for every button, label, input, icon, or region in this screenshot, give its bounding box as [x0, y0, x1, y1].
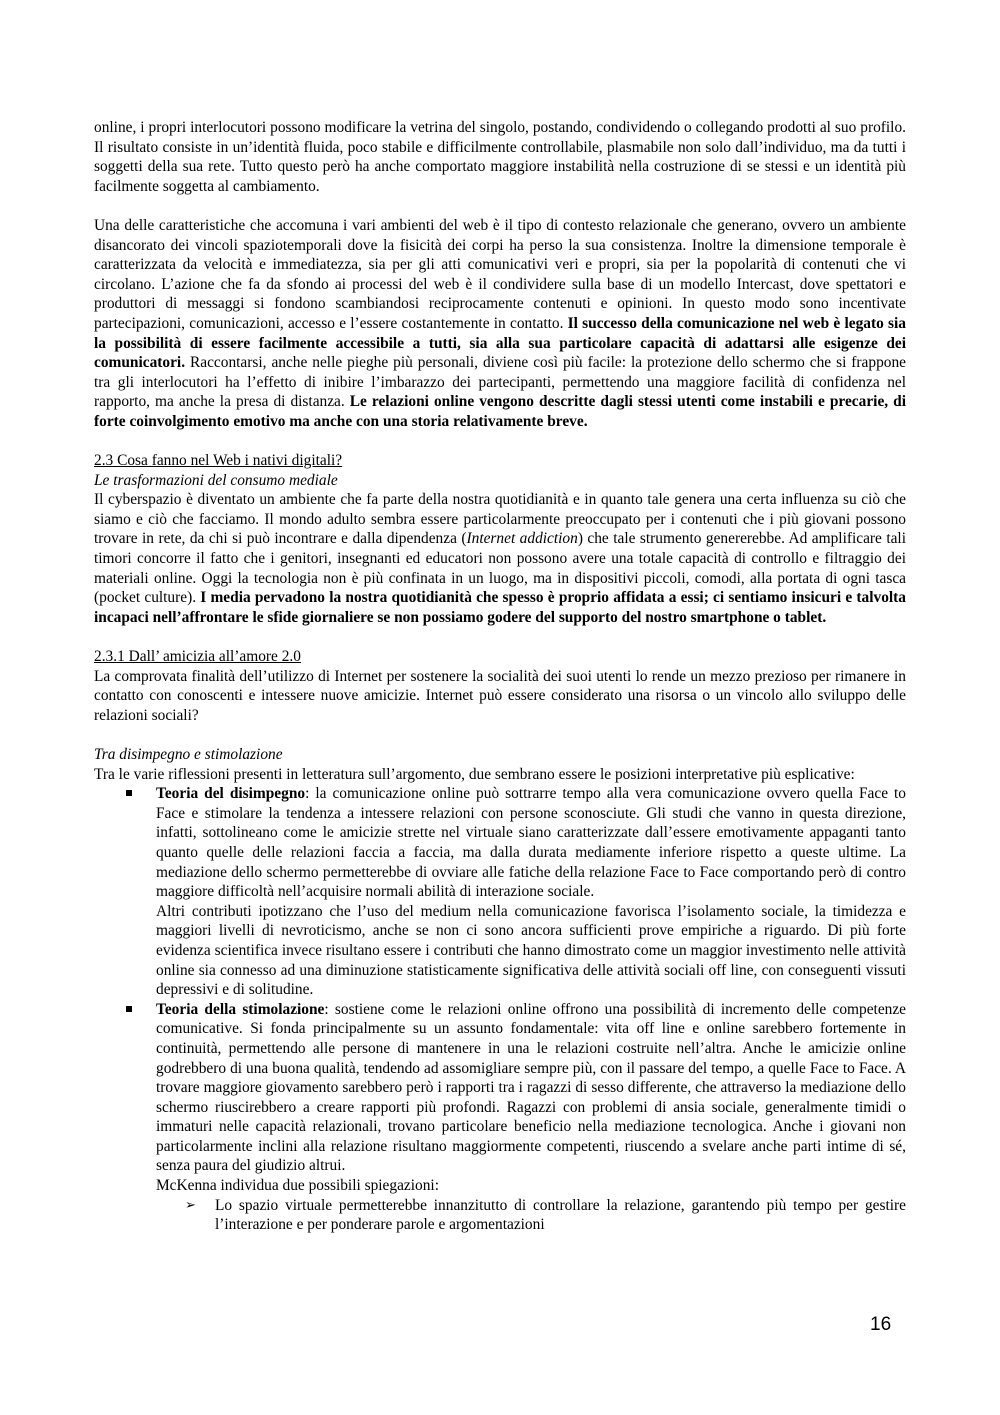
paragraph-text: Raccontarsi, anche nelle pieghe più personali, diviene così più facile: la protezione dello schermo che si frappone tra gli interlocutori ha l’effetto di inibire l’imbarazzo dei partecipanti, permettendo una maggiore facilità di confidenza nel rapporto, ma anche la presa di distanza. — [94, 354, 906, 411]
list-item-stimolazione — [156, 1000, 906, 1235]
bullet-text-continued: McKenna individua due possibili spiegazioni: — [156, 1177, 439, 1195]
bullet-text: : sostiene come le relazioni online offrono una possibilità di incremento delle competenze comunicative. Si fonda principalmente su un assunto fondamentale: vita off line e online sarebbero fortemente in continuità, permettendo alle persone di mantenere in una le relazioni costruite nell’altra. Anche le amicizie online godrebbero di una buona qualità, tendendo ad assomigliare sempre più, con il passare del tempo, a quelle Face to Face. A trovare maggiore giovamento sarebbero però i rapporti tra i ragazzi di sesso differente, che attraverso la mediazione dello schermo riuscirebbero a creare rapporti più profondi. Ragazzi con problemi di ansia sociale, generalmente timidi o immaturi nelle capacità relazionali, trovano particolare beneficio nella mediazione tecnologica. Anche i giovani non particolarmente inclini alla relazione risultano maggiormente competenti, riuscendo a svelare anche parti intime di sé, senza paura del giudizio altrui. — [156, 1000, 907, 1175]
section-subtitle-disimpegno: Tra disimpegno e stimolazione — [94, 746, 283, 763]
theory-list — [94, 784, 906, 1235]
paragraph-intro: Tra le varie riflessioni presenti in letteratura sull’argomento, due sembrano essere le posizioni interpretative più esplicative: — [94, 765, 855, 783]
list-item-disimpegno — [156, 784, 906, 1000]
bold-text: Le relazioni online vengono descritte dagli stessi utenti come instabili e precarie, di forte coinvolgimento emotivo ma anche con una storia relativamente breve. — [94, 393, 906, 430]
document-page — [94, 118, 906, 1235]
bold-text: Il successo della comunicazione nel web è legato sia la possibilità di essere facilmente accessibile a tutti, sia alla sua particolare capacità di adattarsi alle esigenze dei comunicatori. — [94, 314, 906, 372]
italic-term: Internet addiction — [466, 530, 578, 548]
paragraph-text: Il cyberspazio è diventato un ambiente che fa parte della nostra quotidianità e in quanto tale genera una certa influenza su ciò che siamo e ciò che facciamo. Il mondo adulto sembra essere particolarmente preoccupato per i contenuti che i più giovani possono trovare in rete, da chi si può incontrare e dalla dipendenza ( — [94, 491, 906, 548]
paragraph-cyberspace — [94, 490, 906, 627]
bullet-text: : la comunicazione online può sottrarre tempo alla vera comunicazione ovvero quella Face to Face e stimolare la tendenza a intessere relazioni con persone sconosciute. Gli studi che vanno in questa direzione, infatti, sottolineano come le amicizie strette nel virtuale siano caratterizzate dall’essere emotivamente appaganti tanto quanto quelle delle relazioni faccia a faccia, ma dalla durata mediamente inferiore rispetto a queste ultime. La mediazione dello schermo permetterebbe di ovviare alle fatiche della relazione Face to Face comportando però di contro maggiore difficoltà nell’acquisire normali abilità di interazione sociale. — [156, 785, 906, 901]
section-heading-2-3: 2.3 Cosa fanno nel Web i nativi digitali? — [94, 452, 343, 470]
bullet-title: Teoria del disimpegno — [156, 785, 306, 803]
paragraph-text: Una delle caratteristiche che accomuna i vari ambienti del web è il tipo di contesto relazionale che generano, ovvero un ambiente disancorato dei vincoli spaziotemporali dove la fisicità dei corpi ha perso la sua consistenza. Inoltre la dimensione temporale è caratterizzata da velocità e immediatezza, sia per gli atti comunicativi veri e propri, sia per la popolarità di contenuti che vi circolano. L’azione che fa da sfondo ai processi del web è il condividere sulla base di un modello Intercast, dove spettatori e produttori di messaggi si fondono scambiandosi reciprocamente contenuti e opinioni. In questo modo sono incentivate partecipazioni, comunicazioni, accesso e l’essere costantemente in contatto. — [94, 216, 906, 332]
paragraph-text: ) che tale strumento genererebbe. Ad amplificare tali timori concorre il fatto che i genitori, insegnanti ed educatori non possono avere una totale capacità di controllo e filtraggio dei materiali online. Oggi la tecnologia non è più confinata in un luogo, ma in dispositivi piccoli, comodi, alla portata di ogni tasca (pocket culture). — [94, 530, 906, 607]
page-number: 16 — [870, 1314, 892, 1335]
paragraph-friendship: La comprovata finalità dell’utilizzo di Internet per sostenere la socialità dei suoi utenti lo rende un mezzo prezioso per rimanere in contatto con conoscenti e intessere nuove amicizie. Internet può essere considerato una risorsa o un vincolo allo sviluppo delle relazioni sociali? — [94, 667, 906, 724]
list-item-explanation: ➢ Lo spazio virtuale permetterebbe innanzitutto di controllare la relazione, garantendo più tempo per gestire l’interazione e per ponderare parole e argomentazioni — [215, 1196, 906, 1235]
bullet-title: Teoria della stimolazione — [156, 1000, 325, 1018]
paragraph-web-relations — [94, 216, 906, 432]
explanation-list — [156, 1196, 906, 1235]
section-subtitle: Le trasformazioni del consumo mediale — [94, 471, 338, 489]
section-heading-2-3-1: 2.3.1 Dall’ amicizia all’amore 2.0 — [94, 648, 301, 666]
bullet-text-continued: Altri contributi ipotizzano che l’uso del medium nella comunicazione favorisca l’isolamento sociale, la timidezza e maggiori livelli di nevroticismo, anche se non ci sono ancora sufficienti prove empiriche a riguardo. Di più forte evidenza scientifica invece risultano essere i contributi che hanno dimostrato come un maggior investimento nelle attività online sia connesso ad una diminuzione statisticamente significativa delle attività sociali off line, con conseguenti vissuti depressivi e di solitudine. — [156, 902, 906, 999]
bold-text: I media pervadono la nostra quotidianità che spesso è proprio affidata a essi; ci sentiamo insicuri e talvolta incapaci nell’affrontare le sfide giornaliere se non possiamo godere del supporto del nostro smartphone o tablet. — [94, 589, 906, 626]
paragraph-identity: online, i propri interlocutori possono modificare la vetrina del singolo, postando, condividendo o collegando prodotti al suo profilo. Il risultato consiste in un’identità fluida, poco stabile e difficilmente controllabile, plasmabile non solo dall’individuo, ma da tutti i soggetti della sua rete. Tutto questo però ha anche comportato maggiore instabilità nella costruzione di se stessi e un identità più facilmente soggetta al cambiamento. — [94, 119, 906, 195]
